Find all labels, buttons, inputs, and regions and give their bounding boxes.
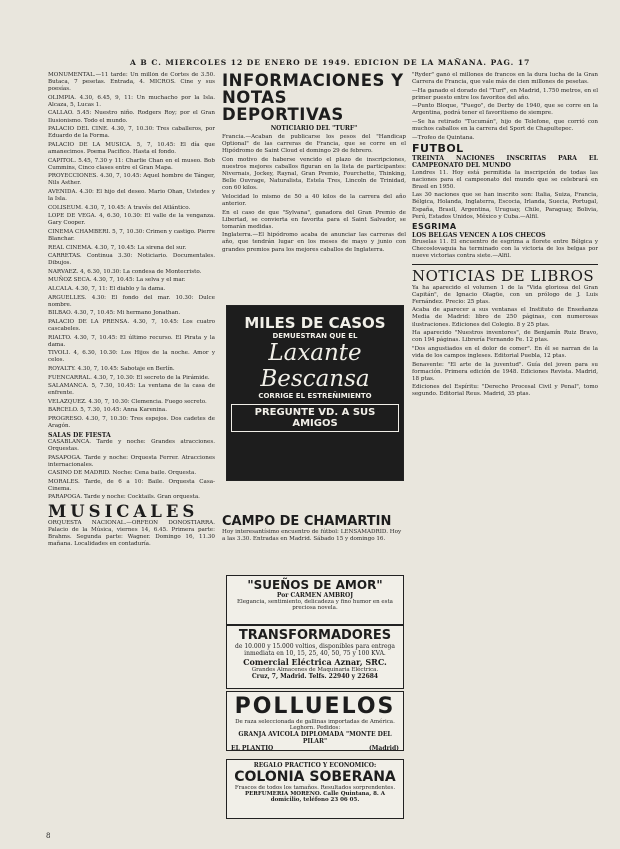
column-listings [48,72,215,822]
paragraph: PROYECCIONES. 4.30, 7, 10.45: Aquel hombre de Tánger, Nils Asther. [48,173,215,187]
paragraph: BILBAO. 4.30, 7, 10.45: Mi hermano Jonathan. [48,310,181,317]
chamartin-block [222,514,406,543]
paragraph: —Trofeo de Quintana. [412,134,475,141]
ad-polluelos-footer [231,745,399,752]
ad-polluelos-location: EL PLANTIO [231,745,274,752]
paragraph: BARCELO. 5, 7.30, 10.45: Anna Karenina. [48,407,168,414]
ad-polluelos-city: (Madrid) [368,745,399,752]
chamartin-text: Hoy interesantísimo encuentro de fútbol: LENSAMADRID. Hoy a las 3.30. Entradas en Madrid. Sábado 15 y domingo 16. [222,529,402,542]
futbol-block [412,170,598,221]
ad-transformadores-title: TRANSFORMADORES [238,628,392,643]
ad-polluelos-title: POLLUELOS [234,694,396,719]
paragraph: Inglaterra.—El hipódromo acaba de anunciar las carreras del año, que tendrán lugar en los meses de mayo y junio con grandes premios para los mejores caballos de Inglaterra. [222,232,406,253]
paragraph: MORALES. Tarde, de 6 a 10: Baile. Orquesta Casa-Cinema. [48,478,215,492]
ad-transformadores [226,625,404,689]
futbol-head: TREINTA NACIONES INSCRITAS PARA EL CAMPEONATO DEL MUNDO [412,155,598,170]
libros-block [412,285,598,399]
ad-laxante-line3: Laxante [268,340,362,366]
ad-transformadores-sub: Grandes Almacenes de Maquinaria Eléctrica. [251,667,379,673]
paragraph: ARGUELLES. 4.30: El fondo del mar. 10.30: Dulce nombre. [48,294,215,308]
ad-suenos [226,575,404,625]
paragraph: Ya ha aparecido el volumen 1 de la "Vida gloriosa del Gran Capitán", de Ignacio Olagüe, con un prólogo de J. Luis Fernández. Precio: 25 ptas. [412,284,598,305]
ad-colonia-title: COLONIA SOBERANA [234,769,396,785]
paragraph: —Se ha retirado "Tucumán", hijo de Telefone, que corrió con muchos caballos en la carrera del Sport de Chapultepec. [412,119,598,133]
paragraph: NARVAEZ. 4, 6.30, 10.30: La condesa de Montecristo. [48,268,202,275]
ad-laxante-line1: MILES DE CASOS [244,314,386,332]
paragraph: PALACIO DE LA PRENSA. 4.30, 7, 10.45: Los cuatro cascabeles. [48,318,215,332]
ad-colonia-line1: REGALO PRACTICO Y ECONOMICO: [253,762,377,769]
paragraph: ROYALTY. 4.30, 7, 10.45: Sabotaje en Berlín. [48,365,175,372]
paragraph: PALACIO DEL CINE. 4.30, 7, 10.30: Tres caballeros, por Eduardo de la Forma. [48,126,215,140]
paragraph: En el caso de que "Sylvana", ganadora del Gran Premio de Libertad, se convierta en favorita para el Saint Salvador, se tomarán medidas. [222,209,406,230]
paragraph: REAL CINEMA. 4.30, 7, 10.45: La sirena del sur. [48,244,187,251]
ad-polluelos-text: De raza seleccionada de gallinas importadas de América. Leghorn. Pedidos: [235,719,395,731]
ad-polluelos [226,691,404,751]
musicales-block [48,520,215,548]
paragraph: MUÑOZ SECA. 4.30, 7, 10.45: La selva y el mar. [48,277,186,284]
sports-title: INFORMACIONES Y NOTAS DEPORTIVAS [222,72,404,124]
ad-suenos-text: Elegancia, sentimiento, delicadeza y fino humor en esta preciosa novela. [237,599,393,611]
paragraph: COLISEUM. 4.30, 7, 10.45: A través del Atlántico. [48,204,191,211]
paragraph: TIVOLI. 4, 6.30, 10.30: Los Hijos de la noche. Amor y celos. [48,350,215,364]
paragraph: Benavente: "El arte de la juventud". Guía del joven para su formación. Primera edición de 1948. Ediciones Revista. Madrid, 18 ptas. [412,361,598,382]
paragraph: PARAPOGA. Tarde y noche: Cocktails. Gran orquesta. [48,494,200,501]
paragraph: —Ha ganado el dorado del "Turf", en Madrid, 1.750 metros, en el primer puesto entre los favoritos del año. [412,87,598,101]
futbol-title: FUTBOL [412,142,464,156]
listings-block [48,72,215,430]
salas-block [48,439,215,502]
esgrima-head: LOS BELGAS VENCEN A LOS CHECOS [412,232,546,240]
ad-suenos-title: "SUEÑOS DE AMOR" [247,578,383,592]
ad-laxante [226,305,404,481]
ad-laxante-line4: Bescansa [260,366,370,392]
paragraph: ALCALA. 4.30, 7, 11: El diablo y la dama. [48,286,166,293]
paragraph: Londres 11. Hoy está permitida la inscripción de todas las naciones para el campeonato del mundo que se celebrará en Brasil en 1950. [412,169,598,190]
paragraph: Ediciones del Espíritu: "Derecho Procesal Civil y Penal", tomo segundo. Editorial Reus. Madrid, 35 ptas. [412,384,598,398]
ad-colonia-text: Frascos de todos los tamaños. Resultados sorprendentes. [234,785,396,791]
paragraph: FUENCARRAL. 4.30, 7, 10.30: El secreto de la Pirámide. [48,374,210,381]
paragraph: Ha aparecido "Nuestros inventores", de Benjamín Ruiz Bravo, con 194 páginas. Librería Fernando Fe. 12 ptas. [412,330,598,344]
ad-transformadores-address: Cruz, 7, Madrid. Telfs. 22940 y 22684 [251,673,379,680]
musicales-title: MUSICALES [48,502,199,522]
paragraph: PALACIO DE LA MUSICA. 5, 7, 10.45: El día que amanecimos. Poema Pacifico. Hasta el fondo. [48,141,215,155]
paragraph: CALLAO. 5.45: Nuestro niño. Rodgers Roy; por el Gran Ilusionismo. Todo el mundo. [48,110,215,124]
salas-title: SALAS DE FIESTA [48,431,111,439]
ad-colonia [226,759,404,819]
paragraph: AVENIDA. 4.30: El hijo del deseo. Mario Ohan, Ustedes y la Isla. [48,188,215,202]
sports-block [222,134,406,254]
paragraph: ORQUESTA NACIONAL.—ORFEON DONOSTIARRA. Palacio de la Música, viernes 14, 6.45. Primera parte: Brahms. Segunda parte: Wagner. Domingo 16, 11.30 mañana. Localidades en contaduría. [48,520,215,548]
paragraph: OLIMPIA. 4.30, 6.45, 9, 11: Un muchacho por la Isla. Alcaza, 5, Lucas 1. [48,94,215,108]
ad-laxante-line6: PREGUNTE VD. A SUS AMIGOS [231,404,399,432]
ad-laxante-line5: CORRIGE EL ESTREÑIMIENTO [258,392,372,400]
paragraph: CAPITOL. 5.45, 7.30 y 11: Charlie Chan en el museo. Bob Cummins, Cinco clases entre el Gran Mapa. [48,157,215,171]
divider [412,264,598,265]
paragraph: CINEMA CHAMBERI. 5, 7, 10.30: Crimen y castigo. Pierre Blanchar. [48,228,215,242]
paragraph: CASABLANCA. Tarde y noche: Grandes atracciones. Orquestas. [48,438,215,452]
libros-title: NOTICIAS DE LIBROS [412,266,595,285]
paragraph: MONUMENTAL.—11 tarde: Un millón de Cortes de 3.50. Butaca, 7 pesetas. Entrada, 4. MICROS. Cine y sus poesías. [48,72,215,93]
paragraph: "Ryder" ganó el millones de francos en la dura lucha de la Gran Carrera de Francia, que vale más de cien millones de pesetas. [412,72,598,86]
ad-transformadores-text: de 10.000 y 15.000 voltios, disponibles para entrega inmediata en 10, 15, 25, 40, 50, 75 y 100 KVA. [235,643,395,657]
paragraph: Con motivo de haberse vencido el plazo de inscripciones, nuestros mejores caballos figuran en la lista de participantes: Nivernais, Jockey, Raynal, Gran Premio, Fourchette, Thinking, Belle Ouvrage, Naturalista, Estela Tres, Lincoln de Trinidad, con 60 kilos. [222,156,406,192]
ad-laxante-line2: DEMUESTRAN QUE EL [272,332,358,340]
paragraph: —Punto Bloque, "Fuego", de Derby de 1940, que se corre en la Argentina, podrá tener el favoritismo de siempre. [412,103,598,117]
paragraph: RIALTO. 4.30, 7, 10.45: El último recurso. El Pirata y la dama. [48,334,215,348]
paragraph: SALAMANCA. 5, 7.30, 10.45: La ventana de la casa de enfrente. [48,383,215,397]
paragraph: LOPE DE VEGA. 4, 6.30, 10.30: El valle de la venganza. Gary Cooper. [48,213,215,227]
esgrima-title: ESGRIMA [412,222,457,232]
turf-notes-block [412,72,598,142]
paragraph: Velocidad lo mismo de 50 a 40 kilos de la carrera del año anterior. [222,193,406,207]
paragraph: Francia.—Acaban de publicarse los pesos del "Handicap Optional" de las carreras de Francia, que se corre en el Hipódromo de Saint Cloud el domingo 29 de febrero. [222,134,406,155]
page-number: 8 [46,832,51,840]
paragraph: Las 30 naciones que se han inscrito son: Italia, Suiza, Francia, Bélgica, Holanda, Inglaterra, Escocia, Irlanda, Suecia, Portugal, España, Brasil, Argentina, Uruguay, Chile, Paraguay, Bolivia, Perú, Estados Unidos, México y Cuba.—Alfil. [412,192,598,220]
column-news [412,72,598,832]
paragraph: CASINO DE MADRID. Noche: Cena baile. Orquesta. [48,470,197,477]
turf-section-title: NOTICIARIO DEL "TURF" [270,125,358,132]
paragraph: "Dos angustiados en el dolor de comer". En él se narran de la vida de los campos ingleses. Editorial Puebla, 12 ptas. [412,345,598,359]
paragraph: CARRETAS. Continua 3.30: Noticiario. Documentales. Dibujos. [48,253,215,267]
chamartin-title: CAMPO DE CHAMARTIN [222,514,392,529]
ad-colonia-shop: PERFUMERIA MORENO. Calle Quintana, 8. A domicilio, teléfono 23 06 05. [244,791,385,803]
paragraph: PROGRESO. 4.30, 7, 10.30: Tres espejos. Dos cadetes de Aragón. [48,416,215,430]
paragraph: PASAPOGA. Tarde y noche: Orquesta Ferrer. Atracciones internacionales. [48,454,215,468]
ad-polluelos-company: GRANJA AVICOLA DIPLOMADA "MONTE DEL PILAR" [238,731,392,745]
ad-suenos-author: Por CARMEN AMBROJ [276,592,354,599]
paragraph: Bruselas 11. El encuentro de esgrima a florete entre Bélgica y Checoslovaquia ha terminado con la victoria de los belgas por nueve victorias contra siete.—Alfil. [412,239,598,260]
paragraph: Acaba de aparecer a sus ventanas el Instituto de Enseñanza Media de Madrid: libro de 250 páginas, con numerosas ilustraciones. Ediciones del Colegio. 8 y 25 ptas. [412,307,598,328]
paragraph: VELAZQUEZ. 4.30, 7, 10.30: Clemencia. Fuego secreto. [48,398,207,405]
esgrima-block [412,239,598,260]
page-header: A B C. MIERCOLES 12 DE ENERO DE 1949. EDICION DE LA MAÑANA. PAG. 17 [130,58,531,67]
ad-transformadores-company: Comercial Eléctrica Aznar, SRC. [243,657,387,667]
